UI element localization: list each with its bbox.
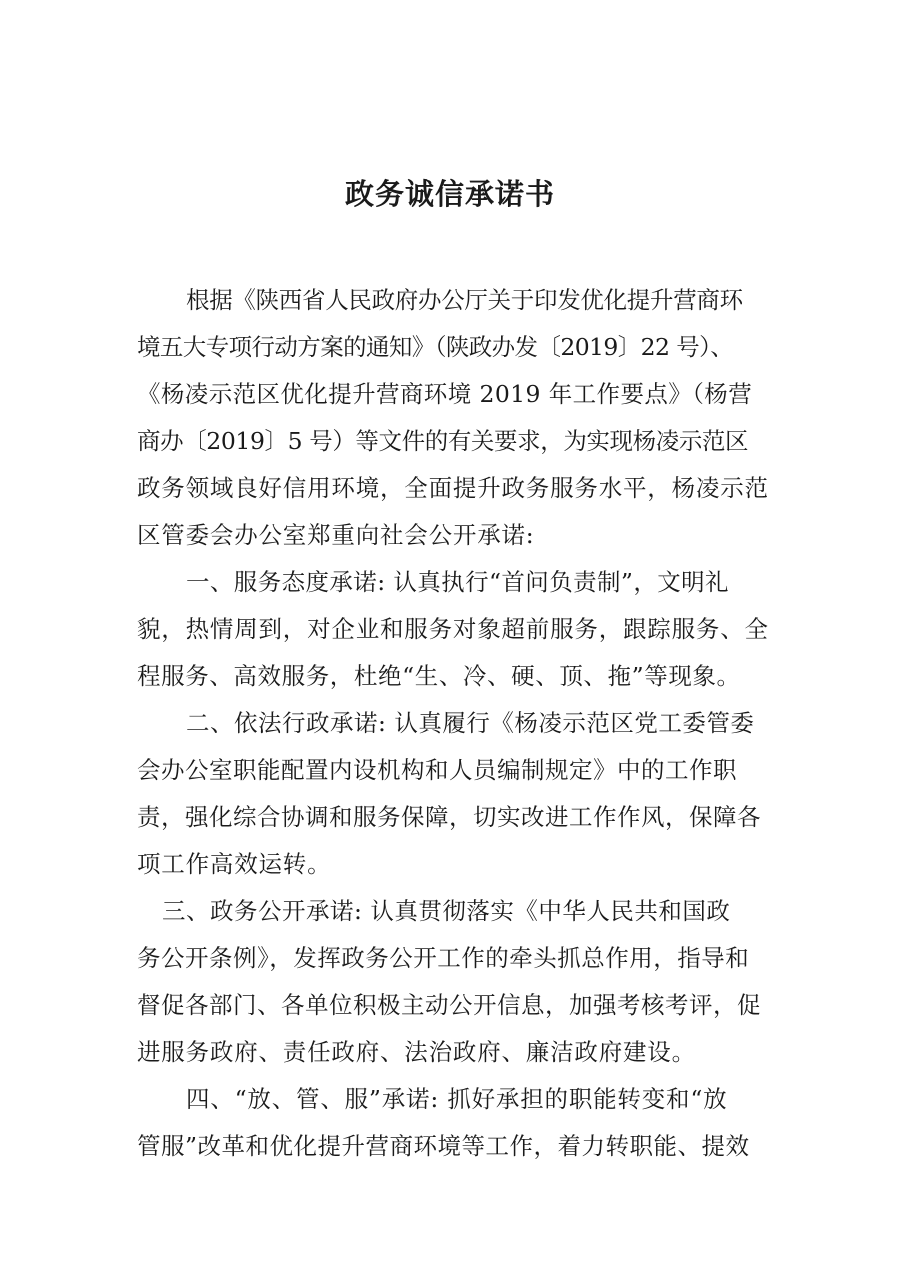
text-line: 貌，热情周到，对企业和服务对象超前服务，跟踪服务、全 (137, 615, 769, 643)
text-line: 管服”改革和优化提升营商环境等工作，着力转职能、提效 (137, 1132, 750, 1160)
text-line: 督促各部门、各单位积极主动公开信息，加强考核考评，促 (137, 991, 761, 1019)
text-line: 三、政务公开承诺: 认真贯彻落实《中华人民共和国政 (162, 897, 731, 925)
text-line: 二、依法行政承诺: 认真履行《杨凌示范区党工委管委 (186, 709, 755, 737)
text-line: 项工作高效运转。 (137, 850, 332, 878)
text-line: 程服务、高效服务，杜绝“生、冷、硬、顶、拖”等现象。 (137, 662, 741, 690)
text-line: 根据《陕西省人民政府办公厅关于印发优化提升营商环 (186, 286, 743, 314)
text-line: 会办公室职能配置内设机构和人员编制规定》中的工作职 (137, 756, 737, 784)
text-line: 四、“放、管、服”承诺: 抓好承担的职能转变和“放 (186, 1085, 728, 1113)
text-line: 务公开条例》，发挥政务公开工作的牵头抓总作用，指导和 (137, 944, 750, 972)
text-line: 《杨凌示范区优化提升营商环境 2019 年工作要点》（杨营 (137, 380, 753, 408)
document-title: 政务诚信承诺书 (344, 177, 555, 211)
text-line: 责，强化综合协调和服务保障，切实改进工作作风，保障各 (137, 803, 761, 831)
text-line: 一、服务态度承诺: 认真执行“首问负责制”，文明礼 (186, 568, 729, 596)
text-line: 进服务政府、责任政府、法治政府、廉洁政府建设。 (137, 1038, 696, 1066)
text-line: 商办〔2019〕5 号）等文件的有关要求，为实现杨凌示范区 (137, 427, 749, 455)
text-line: 境五大专项行动方案的通知》（陕政办发〔2019〕22 号）、 (137, 333, 734, 361)
text-line: 政务领域良好信用环境，全面提升政务服务水平，杨凌示范 (137, 474, 769, 502)
text-line: 区管委会办公室郑重向社会公开承诺: (137, 521, 535, 549)
